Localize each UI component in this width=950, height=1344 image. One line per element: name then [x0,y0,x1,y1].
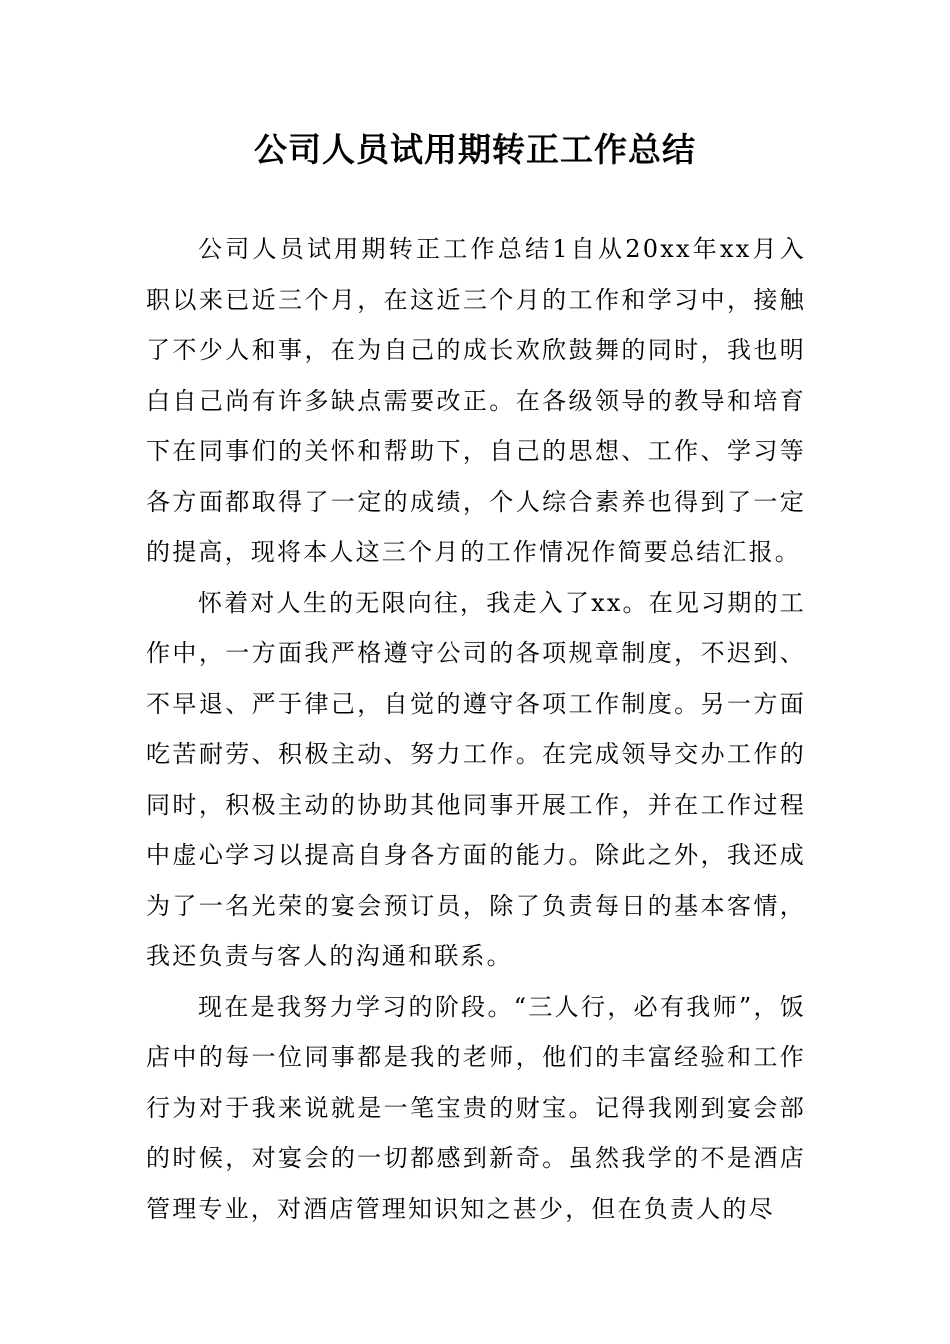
document-body [146,224,806,1234]
paragraph-1: 公司人员试用期转正工作总结1自从20xx年xx月入职以来已近三个月，在这近三个月的工作和学习中，接触了不少人和事，在为自己的成长欢欣鼓舞的同时，我也明白自己尚有许多缺点需要改正。在各级领导的教导和培育下在同事们的关怀和帮助下，自己的思想、工作、学习等各方面都取得了一定的成绩，个人综合素养也得到了一定的提高，现将本人这三个月的工作情况作简要总结汇报。 [146,235,806,566]
paragraph-3: 现在是我努力学习的阶段。“三人行，必有我师”，饭店中的每一位同事都是我的老师，他们的丰富经验和工作行为对于我来说就是一笔宝贵的财宝。记得我刚到宴会部的时候，对宴会的一切都感到新奇。虽然我学的不是酒店管理专业，对酒店管理知识知之甚少，但在负责人的尽 [146,992,806,1223]
paragraph-2: 怀着对人生的无限向往，我走入了xx。在见习期的工作中，一方面我严格遵守公司的各项规章制度，不迟到、不早退、严于律己，自觉的遵守各项工作制度。另一方面吃苦耐劳、积极主动、努力工作。在完成领导交办工作的同时，积极主动的协助其他同事开展工作，并在工作过程中虚心学习以提高自身各方面的能力。除此之外，我还成为了一名光荣的宴会预订员，除了负责每日的基本客情，我还负责与客人的沟通和联系。 [146,588,806,970]
document-title: 公司人员试用期转正工作总结 [254,130,696,169]
